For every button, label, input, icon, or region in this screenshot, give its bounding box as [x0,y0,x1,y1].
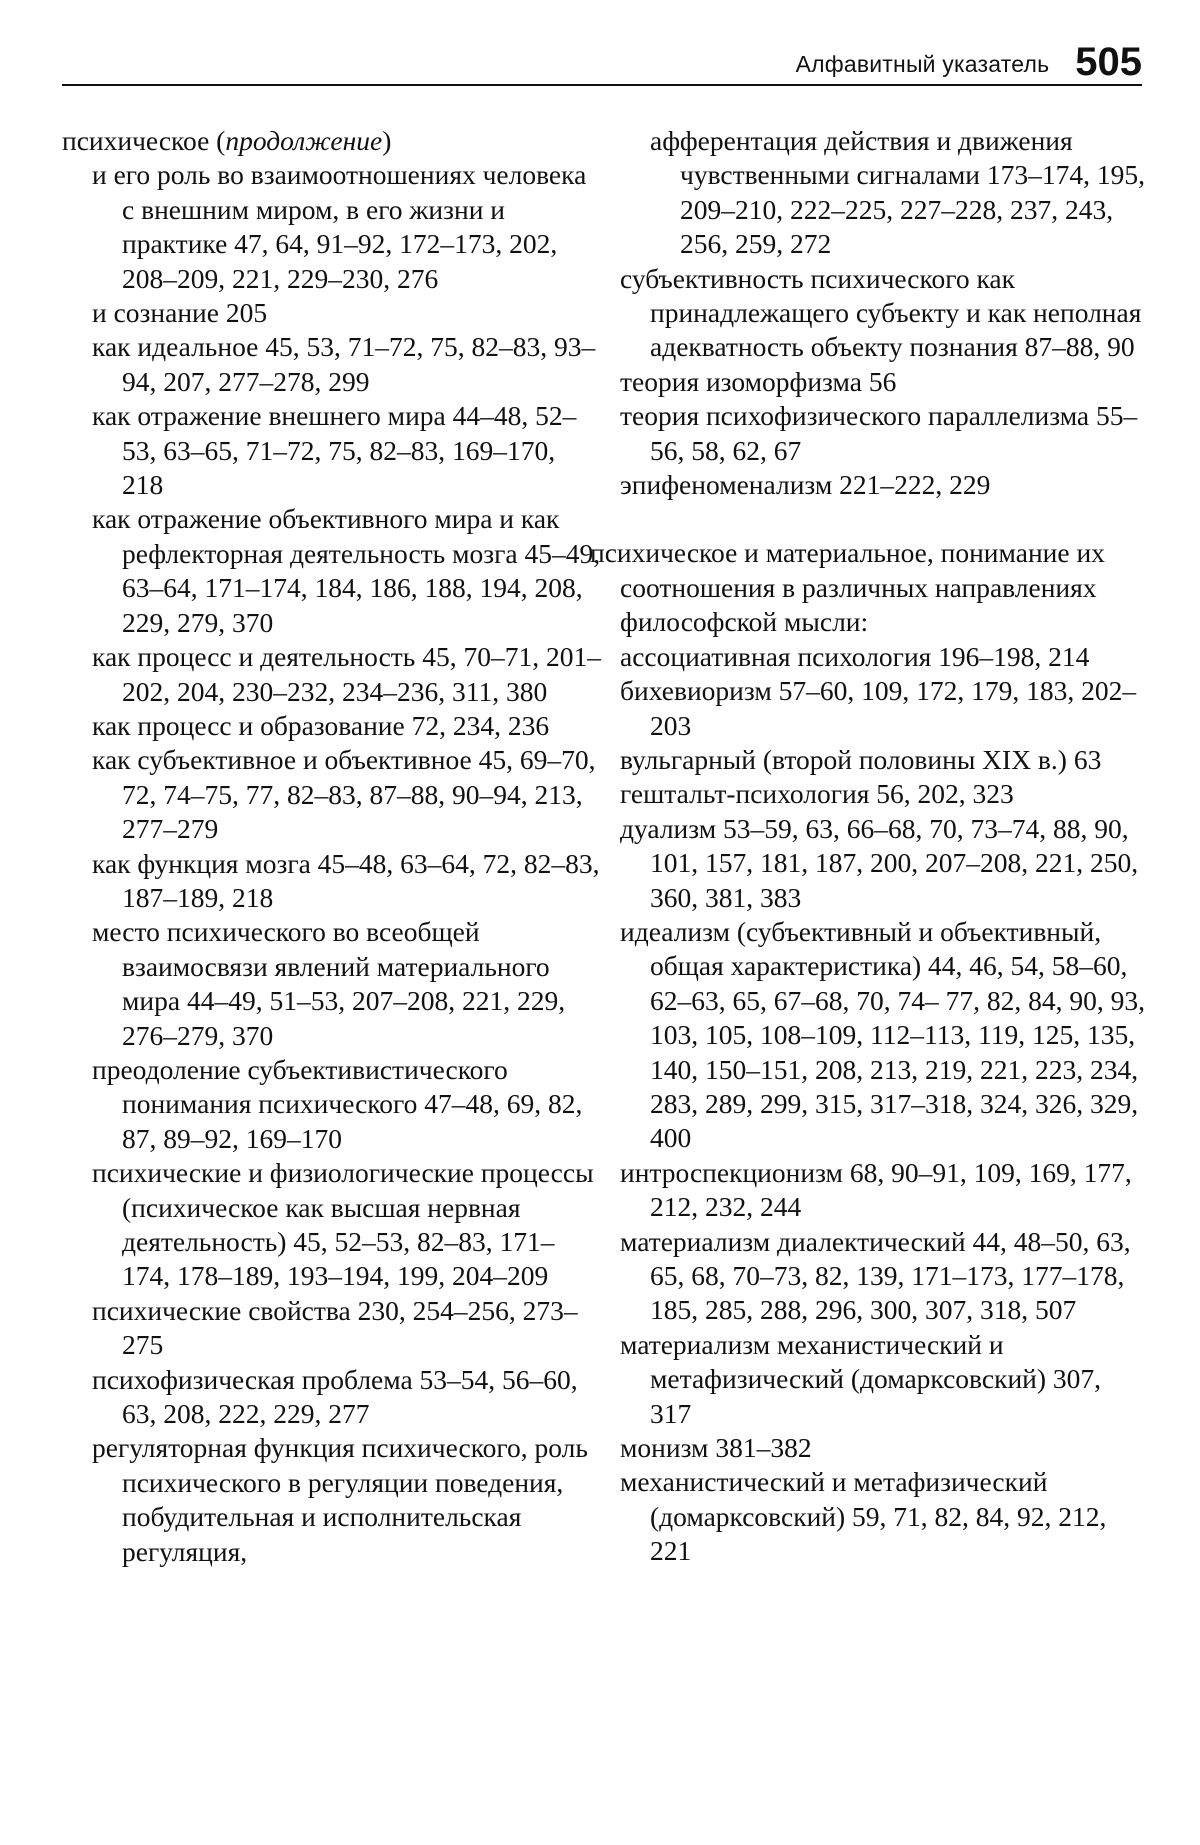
index-entry: гештальт-психология 56, 202, 323 [620,778,1014,810]
heading-text: психическое ( [62,125,226,156]
index-entry: и сознание 205 [92,297,268,329]
index-entry: теория психофизического параллелизма 55–56, 58, 62, 67 [620,400,1138,466]
index-entry: регуляторная функция психического, роль психического в регуляции поведения, побудительная и исполнительская регуляция, [92,1432,588,1567]
index-entry: преодоление субъективистического понимания психического 47–48, 69, 82, 87, 89–92, 169–170 [92,1053,583,1154]
running-title: Алфавитный указатель [795,51,1050,77]
heading-close: ) [382,125,392,156]
section-gap [620,502,1145,536]
index-entry: как субъективное и объективное 45, 69–70, 72, 74–75, 77, 82–83, 87–88, 90–94, 213, 277–279 [92,744,596,845]
index-entry: психические свойства 230, 254–256, 273–275 [92,1294,578,1361]
index-entry: бихевиоризм 57–60, 109, 172, 179, 183, 202–203 [620,675,1137,741]
page-number: 505 [1075,40,1142,84]
index-heading-2: психическое и материальное, понимание их соотношения в различных направлениях философской мысли: [590,537,1105,638]
index-entry: как отражение внешнего мира 44–48, 52–53, 63–65, 71–72, 75, 82–83, 169–170, 218 [92,400,577,501]
index-entry: как процесс и образование 72, 234, 236 [92,709,550,741]
index-entry: идеализм (субъективный и объективный, общая характеристика) 44, 46, 54, 58–60, 62–63, 65, 67–68, 70, 74– 77, 82, 84, 90, 93, 103, 105, 108–109, 112–113, 119, 125, 135, 140, 150–151, 208, 213, 219, 221, 223, 234, 283, 289, 299, 315, 317–318, 324, 326, 329, 400 [620,915,1145,1154]
index-entry: дуализм 53–59, 63, 66–68, 70, 73–74, 88, 90, 101, 157, 181, 187, 200, 207–208, 221, 250, 360, 381, 383 [620,812,1139,913]
index-entry: субъективность психического как принадлежащего субъекту и как неполная адекватность объекту познания 87–88, 90 [620,262,1142,363]
index-entry: как отражение объективного мира и как рефлекторная деятельность мозга 45–49, 63–64, 171–174, 184, 186, 188, 194, 208, 229, 279, 370 [92,503,601,638]
index-entry: материализм механистический и метафизический (домарксовский) 307, 317 [620,1328,1102,1429]
index-entry: как функция мозга 45–48, 63–64, 72, 82–83, 187–189, 218 [92,847,600,913]
index-entry: место психического во всеобщей взаимосвязи явлений материального мира 44–49, 51–53, 207–208, 221, 229, 276–279, 370 [92,916,566,1051]
left-column [62,124,602,1569]
running-head [62,40,1142,86]
index-entry: вульгарный (второй половины XIX в.) 63 [620,743,1102,775]
index-entry: материализм диалектический 44, 48–50, 63, 65, 68, 70–73, 82, 139, 171–173, 177–178, 185, 285, 288, 296, 300, 307, 318, 507 [620,1225,1131,1326]
index-entry: психические и физиологические процессы (психическое как высшая нервная деятельность) 45, 52–53, 82–83, 171– 174, 178–189, 193–194, 199, 204–209 [92,1157,594,1292]
right-column [590,124,1145,1569]
index-entry: и его роль во взаимоотношениях человека с внешним миром, в его жизни и практике 47, 64, 91–92, 172–173, 202, 208–209, 221, 229–230, 276 [92,159,587,294]
index-entry-continued: афферентация действия и движения чувственными сигналами 173–174, 195, 209–210, 222–225, 227–228, 237, 243, 256, 259, 272 [650,125,1145,260]
index-entry: эпифеноменализм 221–222, 229 [620,469,991,501]
index-entry: механистический и метафизический (домарксовский) 59, 71, 82, 84, 92, 212, 221 [620,1466,1107,1567]
index-heading [62,124,602,158]
index-entry: ассоциативная психология 196–198, 214 [620,640,1090,672]
index-entry: теория изоморфизма 56 [620,365,897,397]
heading-italic-text: продолжение [225,125,383,156]
index-entry: психофизическая проблема 53–54, 56–60, 63, 208, 222, 229, 277 [92,1363,578,1430]
index-entry: интроспекционизм 68, 90–91, 109, 169, 177, 212, 232, 244 [620,1156,1132,1223]
index-entry: как процесс и деятельность 45, 70–71, 201–202, 204, 230–232, 234–236, 311, 380 [92,641,601,707]
index-entry: монизм 381–382 [620,1432,812,1464]
index-entry: как идеальное 45, 53, 71–72, 75, 82–83, 93–94, 207, 277–278, 299 [92,331,596,397]
